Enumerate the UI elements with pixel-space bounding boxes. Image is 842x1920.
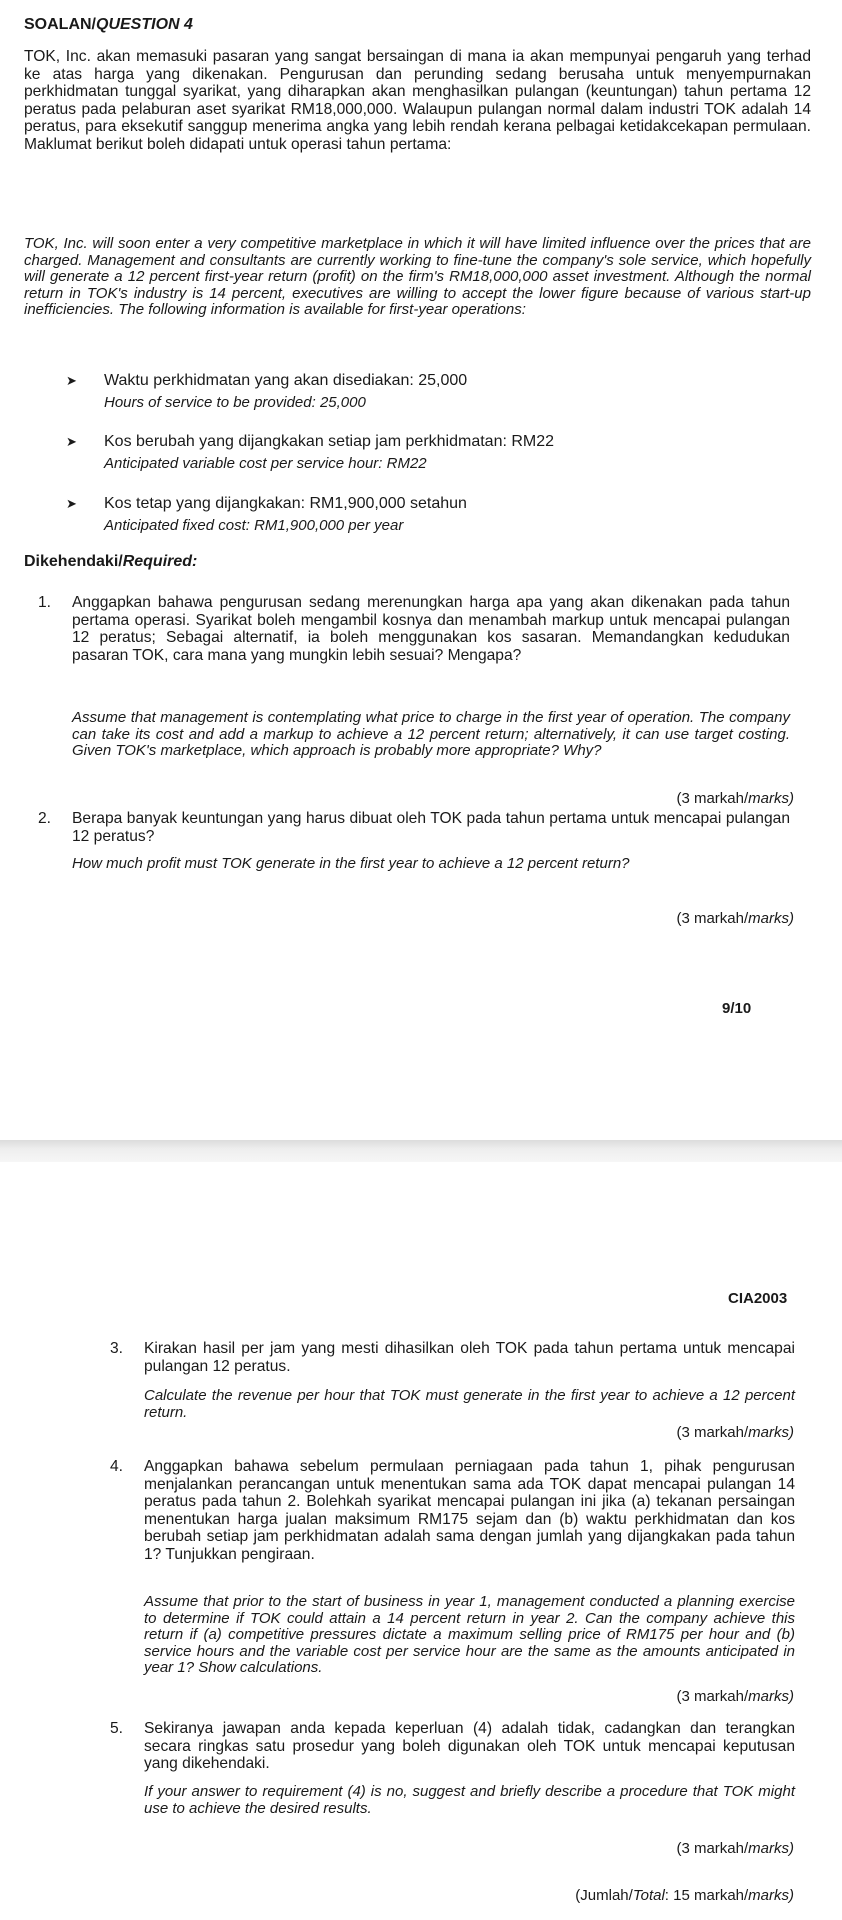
bullet-arrow-icon: ➤ — [66, 373, 77, 388]
course-code: CIA2003 — [728, 1290, 788, 1307]
bullet-arrow-icon: ➤ — [66, 434, 77, 449]
intro-malay: TOK, Inc. akan memasuki pasaran yang sangat bersaingan di mana ia akan mempunyai pengaruh yang terhad ke atas harga yang dikenakan. Pengurusan dan perunding sedang berusaha untuk menyempurnakan perkhidmatan tunggal syarikat, yang diharapkan akan menghasilkan pulangan (keuntungan) tahun pertama 12 peratus pada pelaburan aset syarikat RM18,000,000. Walaupun pulangan normal dalam industri TOK adalah 14 peratus, para eksekutif sanggup menerima angka yang lebih rendah kerana pelbagai ketidakcekapan permulaan. Maklumat berikut boleh didapati untuk operasi tahun pertama: — [24, 48, 811, 153]
marks-q4: (3 markah/marks) — [676, 1688, 794, 1705]
required-heading: Dikehendaki/Required: — [24, 553, 198, 570]
question-heading: SOALAN/QUESTION 4 — [24, 16, 193, 33]
marks-q2: (3 markah/marks) — [676, 910, 794, 927]
bullet-arrow-icon: ➤ — [66, 496, 77, 511]
total-marks: (Jumlah/Total: 15 markah/marks) — [575, 1887, 794, 1904]
marks-q3: (3 markah/marks) — [676, 1424, 794, 1441]
page-divider — [0, 1140, 842, 1162]
marks-q1: (3 markah/marks) — [676, 790, 794, 807]
page-number: 9/10 — [722, 1000, 752, 1017]
marks-q5: (3 markah/marks) — [676, 1840, 794, 1857]
intro-english: TOK, Inc. will soon enter a very competitive marketplace in which it will have limited influence over the prices that are charged. Management and consultants are currently working to fine-tune the company's sole service, which hopefully will generate a 12 percent first-year return (profit) on the firm's RM18,000,000 asset investment. Although the normal return in TOK's industry is 14 percent, executives are willing to accept the lower figure because of various start-up inefficiencies. The following information is available for first-year operations: — [24, 235, 811, 319]
